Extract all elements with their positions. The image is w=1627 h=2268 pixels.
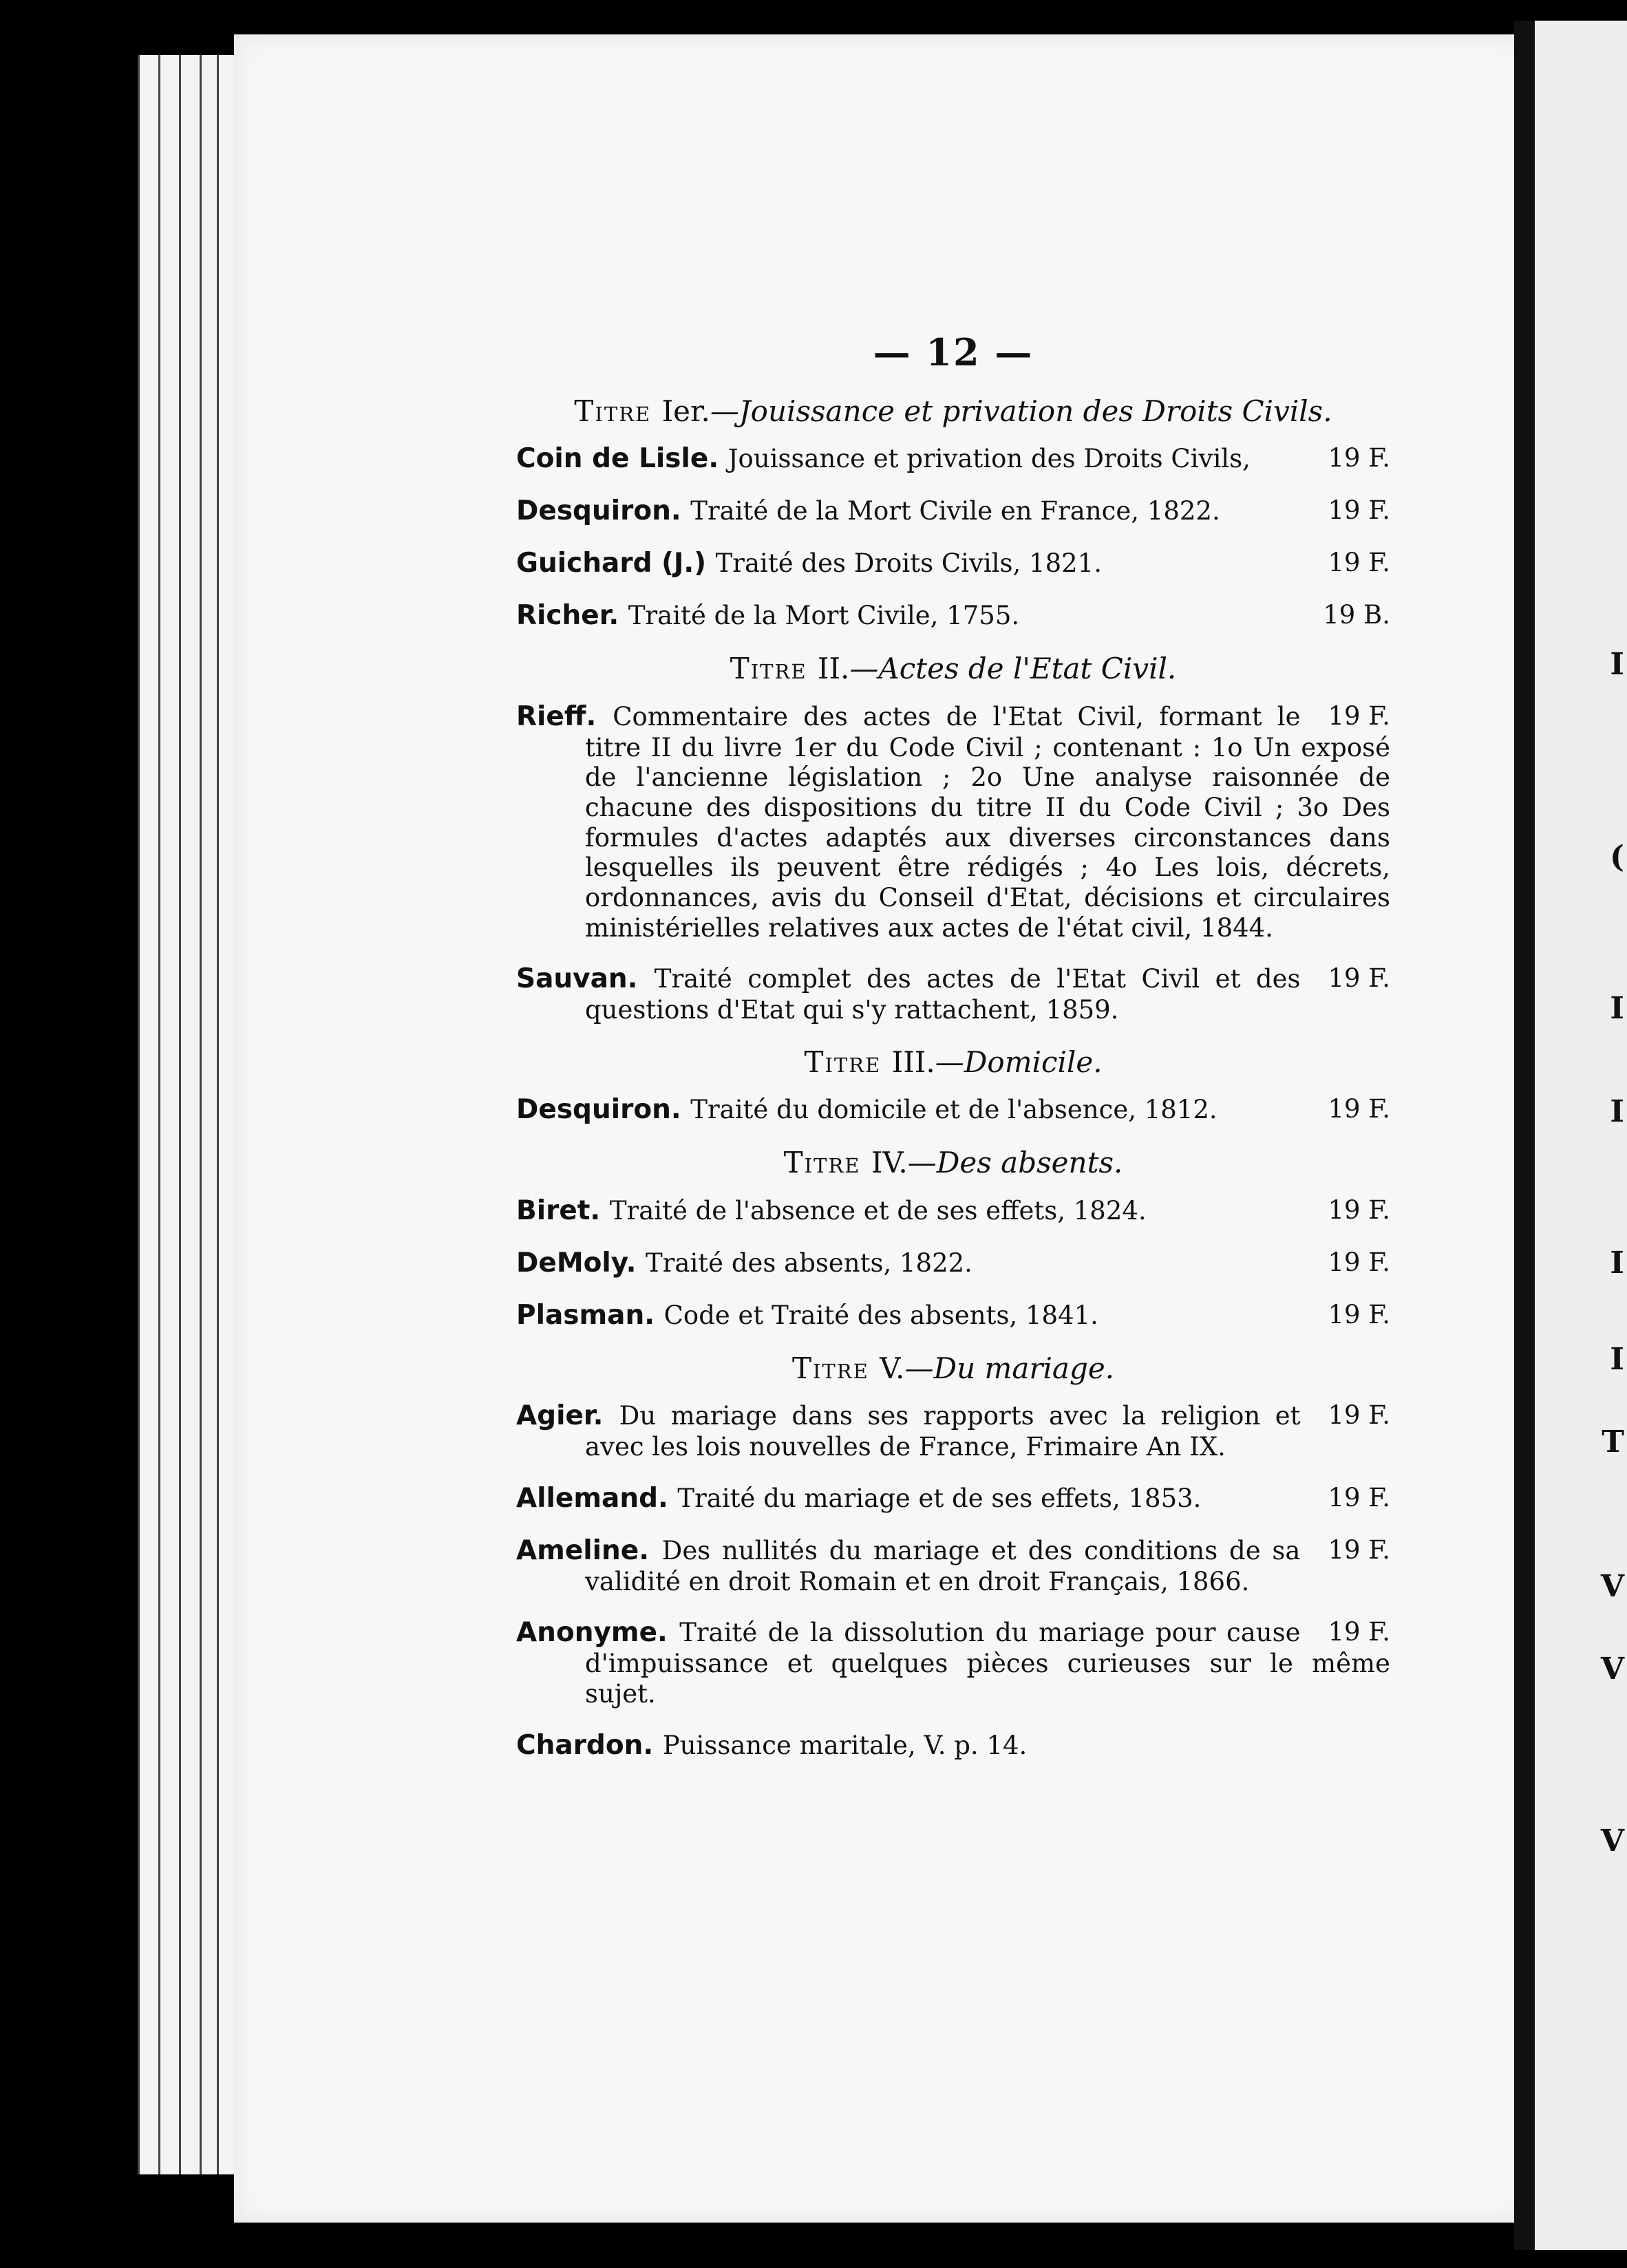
section-subject: —Domicile.	[935, 1045, 1103, 1079]
catalog-entry	[516, 548, 1390, 579]
shelf-mark: 19 F.	[1328, 1617, 1390, 1647]
section-subject: —Du mariage.	[904, 1351, 1115, 1385]
shelf-mark: 19 F.	[1328, 1195, 1390, 1225]
shelf-mark: 19 F.	[1328, 1094, 1390, 1124]
section-label: Titre	[791, 1351, 880, 1385]
entry-text: Traité des absents, 1822.	[646, 1248, 972, 1278]
entry-text: Traité du domicile et de l'absence, 1812.	[690, 1095, 1217, 1125]
entry-text: Traité du mariage et de ses effets, 1853.	[677, 1483, 1202, 1513]
catalog-entry	[516, 1483, 1390, 1515]
entry-author: Plasman.	[516, 1299, 664, 1331]
entry-author: Sauvan.	[516, 963, 655, 995]
entry-author: Agier.	[516, 1400, 619, 1431]
next-page-fragment: V	[1600, 1823, 1624, 1859]
shelf-mark: 19 B.	[1323, 600, 1390, 630]
section-subject: —Des absents.	[907, 1146, 1123, 1180]
entry-author: Ameline.	[516, 1534, 662, 1566]
shelf-mark: 19 F.	[1328, 1482, 1390, 1512]
section-title	[516, 652, 1390, 685]
entry-author: Desquiron.	[516, 1094, 691, 1126]
catalog-entry	[516, 701, 1390, 943]
entry-text: Traité de la dissolution du mariage pour cause d'impuissance et quelques pièces curieuses sur le même sujet.	[585, 1618, 1390, 1709]
entry-author: Anonyme.	[516, 1617, 680, 1649]
catalog-entry	[516, 1248, 1390, 1279]
entry-author: Biret.	[516, 1195, 610, 1226]
entry-author: Guichard (J.)	[516, 548, 716, 579]
entry-text: Code et Traité des absents, 1841.	[663, 1300, 1098, 1330]
shelf-mark: 19 F.	[1328, 1299, 1390, 1329]
catalog-entry	[516, 600, 1390, 632]
section-number: Ier.	[661, 394, 710, 428]
section-subject: —Jouissance et privation des Droits Civils.	[710, 394, 1332, 428]
section-number: IV.	[871, 1146, 908, 1180]
next-page-fragment: V	[1600, 1651, 1624, 1687]
shelf-mark: 19 F.	[1328, 443, 1390, 473]
entry-text: Traité de la Mort Civile en France, 1822.	[690, 496, 1220, 526]
entry-text: Commentaire des actes de l'Etat Civil, formant le titre II du livre 1er du Code Civil ; contenant : 1o Un exposé de l'ancienne législation ; 2o Une analyse raisonnée de chacune des dispositions du titre II du Code Civil ; 3o Des formules d'actes adaptés aux diverses circonstances dans lesquelles ils peuvent être rédigés ; 4o Les lois, décrets, ordonnances, avis du Conseil d'Etat, décisions et circulaires ministérielles relatives aux actes de l'état civil, 1844.	[585, 701, 1390, 943]
section-title	[516, 395, 1390, 428]
shelf-mark: 19 F.	[1328, 700, 1390, 731]
next-page-fragment: I	[1610, 1245, 1624, 1281]
next-page-fragment: (	[1610, 839, 1624, 875]
catalog-entry	[516, 1535, 1390, 1597]
section-number: II.	[817, 652, 850, 686]
page-number: — 12 —	[873, 330, 1034, 374]
next-page-fragment: I	[1610, 991, 1624, 1026]
catalog-entry	[516, 1300, 1390, 1331]
catalog-entry	[516, 1195, 1390, 1227]
entry-text: Traité des Droits Civils, 1821.	[715, 548, 1102, 579]
entry-text: Traité de la Mort Civile, 1755.	[628, 601, 1020, 631]
shelf-mark: 19 F.	[1328, 963, 1390, 994]
catalog-entry	[516, 1400, 1390, 1462]
next-page-fragment: I	[1610, 1342, 1624, 1377]
shelf-mark: 19 F.	[1328, 1400, 1390, 1430]
entry-author: Allemand.	[516, 1482, 678, 1514]
catalog-entry	[516, 1730, 1390, 1762]
shelf-mark: 19 F.	[1328, 1247, 1390, 1277]
entry-author: Coin de Lisle.	[516, 443, 728, 475]
next-page-fragment: I	[1610, 647, 1624, 682]
next-page-fragment: V	[1600, 1569, 1624, 1604]
shelf-mark: 19 F.	[1328, 495, 1390, 526]
entry-text: Du mariage dans ses rapports avec la religion et avec les lois nouvelles de France, Frimaire An IX.	[585, 1400, 1301, 1462]
next-page-edge	[1535, 21, 1627, 2250]
catalog-entry	[516, 495, 1390, 527]
section-number: III.	[891, 1045, 935, 1079]
catalog-entry	[516, 1617, 1390, 1709]
section-label: Titre	[804, 1045, 892, 1079]
book-spine	[1514, 21, 1535, 2250]
entry-text: Traité complet des actes de l'Etat Civil et des questions d'Etat qui s'y rattachent, 1859.	[585, 964, 1301, 1025]
entry-author: Rieff.	[516, 700, 613, 732]
catalog-entry	[516, 443, 1390, 475]
next-page-fragment: T	[1602, 1424, 1624, 1459]
entry-author: Chardon.	[516, 1729, 663, 1761]
entry-text: Jouissance et privation des Droits Civils,	[727, 444, 1251, 474]
entry-text: Traité de l'absence et de ses effets, 1824.	[609, 1195, 1147, 1226]
section-title	[516, 1352, 1390, 1385]
catalog-sections	[516, 395, 1390, 1762]
catalog-entry	[516, 1094, 1390, 1126]
entry-author: Desquiron.	[516, 495, 691, 527]
section-number: V.	[880, 1351, 905, 1385]
entry-author: DeMoly.	[516, 1247, 646, 1279]
section-label: Titre	[730, 652, 818, 686]
next-page-fragment: I	[1610, 1094, 1624, 1129]
section-subject: —Actes de l'Etat Civil.	[849, 652, 1177, 686]
section-title	[516, 1046, 1390, 1079]
page-text	[516, 330, 1390, 1782]
entry-author: Richer.	[516, 600, 628, 632]
shelf-mark: 19 F.	[1328, 548, 1390, 578]
entry-text: Puissance maritale, V. p. 14.	[662, 1730, 1028, 1760]
section-title	[516, 1146, 1390, 1179]
shelf-mark: 19 F.	[1328, 1534, 1390, 1565]
section-label: Titre	[574, 394, 662, 428]
entry-text: Des nullités du mariage et des conditions de sa validité en droit Romain et en droit Français, 1866.	[585, 1535, 1301, 1596]
section-label: Titre	[783, 1146, 871, 1180]
catalog-entry	[516, 963, 1390, 1025]
